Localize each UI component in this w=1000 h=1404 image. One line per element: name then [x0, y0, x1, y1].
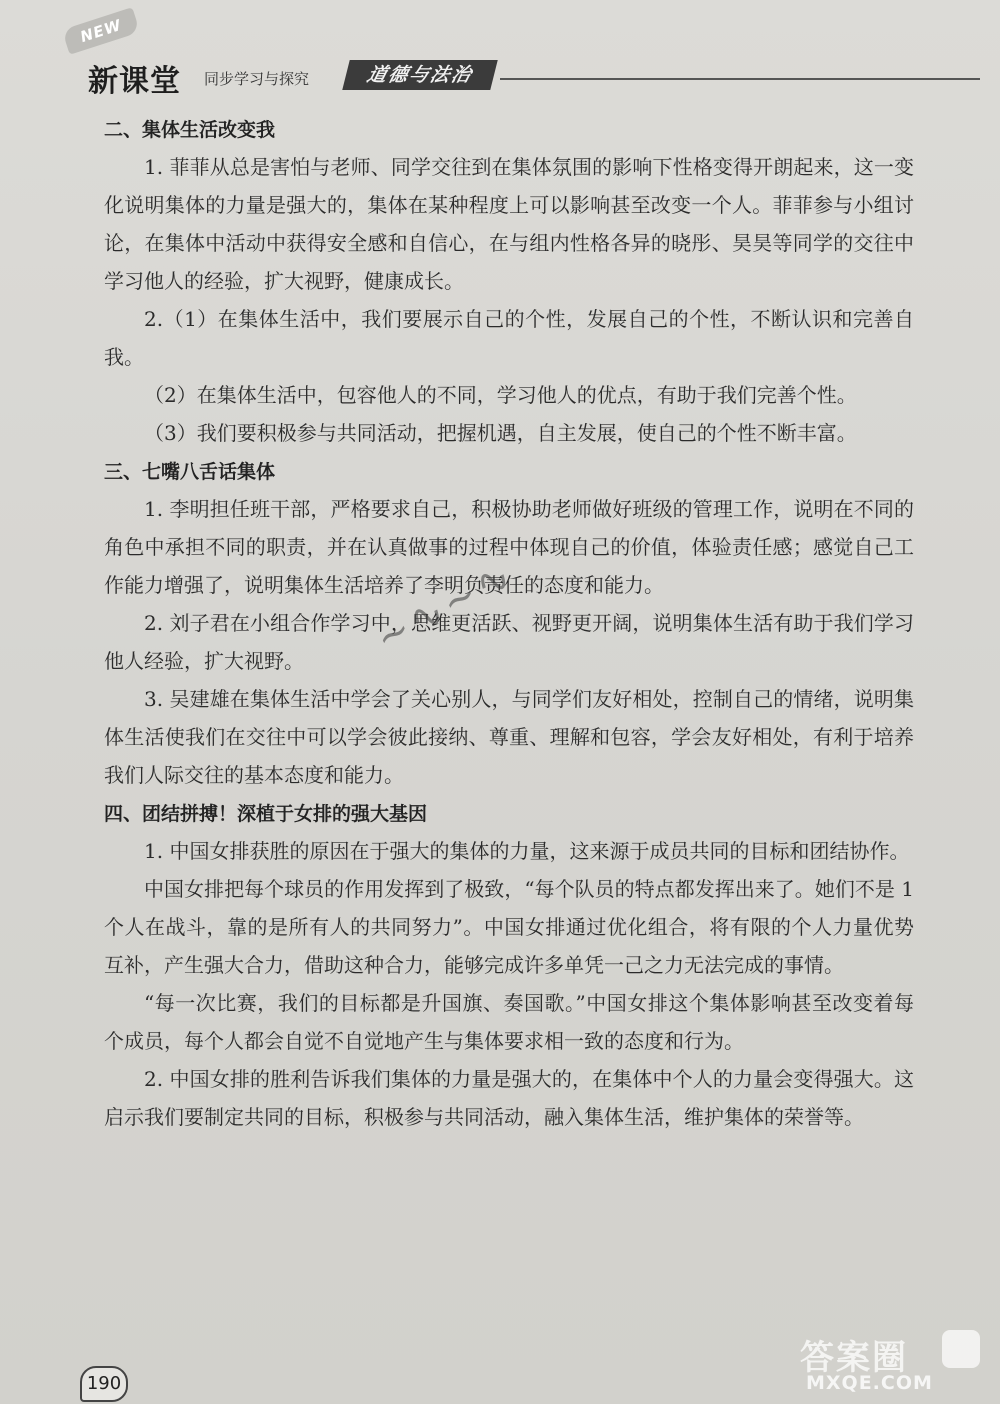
- paragraph: 2. 中国女排的胜利告诉我们集体的力量是强大的，在集体中个人的力量会变得强大。这启示我们要制定共同的目标，积极参与共同活动，融入集体生活，维护集体的荣誉等。: [104, 1067, 914, 1129]
- subject-label: 道德与法治: [342, 60, 497, 90]
- section-heading: 四、团结拼搏！深植于女排的强大基因: [104, 803, 428, 825]
- site-watermark: [800, 1330, 985, 1400]
- header-rule: [500, 78, 980, 80]
- brand-subtitle: 同步学习与探究: [204, 70, 310, 88]
- brand-title: 新课堂: [88, 64, 181, 99]
- paragraph: （2）在集体生活中，包容他人的不同，学习他人的优点，有助于我们完善个性。: [144, 383, 857, 407]
- watermark-logo-icon: [942, 1330, 980, 1368]
- paragraph: （3）我们要积极参与共同活动，把握机遇，自主发展，使自己的个性不断丰富。: [144, 421, 857, 445]
- new-badge: NEW: [62, 7, 140, 55]
- paragraph: 1. 李明担任班干部，严格要求自己，积极协助老师做好班级的管理工作，说明在不同的角色中承担不同的职责，并在认真做事的过程中体现自己的价值，体验责任感；感觉自己工作能力增强了，说明集体生活培养了李明负责任的态度和能力。: [104, 497, 914, 597]
- watermark-text: 答案圈: [800, 1338, 908, 1378]
- paragraph: 1. 中国女排获胜的原因在于强大的集体的力量，这来源于成员共同的目标和团结协作。: [144, 839, 910, 863]
- paragraph: 3. 吴建雄在集体生活中学会了关心别人，与同学们友好相处，控制自己的情绪，说明集体生活使我们在交往中可以学会彼此接纳、尊重、理解和包容，学会友好相处，有利于培养我们人际交往的基本态度和能力。: [104, 687, 914, 787]
- page-number: 190: [80, 1366, 128, 1402]
- paragraph: 2.（1）在集体生活中，我们要展示自己的个性，发展自己的个性，不断认识和完善自我。: [104, 307, 914, 369]
- paragraph: 中国女排把每个球员的作用发挥到了极致，“每个队员的特点都发挥出来了。她们不是 1 个人在战斗，靠的是所有人的共同努力”。中国女排通过优化组合，将有限的个人力量优势互补，产生强大合力，借助这种合力，能够完成许多单凭一己之力无法完成的事情。: [104, 877, 914, 977]
- section-heading: 二、集体生活改变我: [104, 119, 276, 141]
- handwriting-scribble: ~∿~∿: [367, 551, 523, 663]
- section-collective-changes-me: [104, 112, 914, 452]
- watermark-url: MXQE.COM: [806, 1372, 933, 1394]
- section-heading: 三、七嘴八舌话集体: [104, 461, 276, 483]
- section-womens-volleyball: [104, 796, 914, 1136]
- paragraph: 2. 刘子君在小组合作学习中，思维更活跃、视野更开阔，说明集体生活有助于我们学习他人经验，扩大视野。: [104, 611, 914, 673]
- paragraph: 1. 菲菲从总是害怕与老师、同学交往到在集体氛围的影响下性格变得开朗起来，这一变化说明集体的力量是强大的，集体在某种程度上可以影响甚至改变一个人。菲菲参与小组讨论，在集体中活动中获得安全感和自信心，在与组内性格各异的晓彤、昊昊等同学的交往中学习他人的经验，扩大视野，健康成长。: [104, 155, 914, 293]
- paragraph: “每一次比赛，我们的目标都是升国旗、奏国歌。”中国女排这个集体影响甚至改变着每个成员，每个人都会自觉不自觉地产生与集体要求相一致的态度和行为。: [104, 991, 914, 1053]
- book-header: [60, 8, 960, 98]
